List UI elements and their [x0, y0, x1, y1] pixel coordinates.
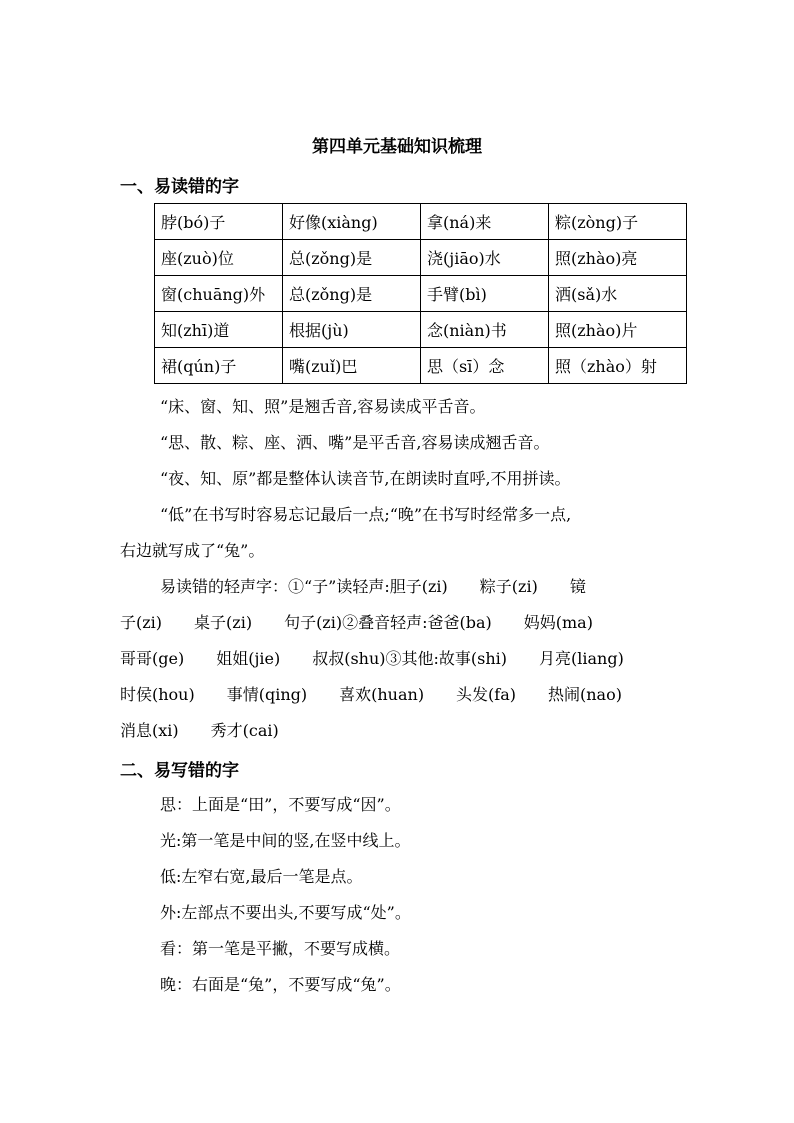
table-cell: 裙(qún)子: [155, 348, 283, 384]
table-cell: 粽(zòng)子: [549, 204, 687, 240]
table-cell: 窗(chuāng)外: [155, 276, 283, 312]
section-heading-miswritten: 二、易写错的字: [120, 761, 239, 781]
table-cell: 好像(xiàng): [283, 204, 421, 240]
table-cell: 洒(sǎ)水: [549, 276, 687, 312]
table-cell: 知(zhī)道: [155, 312, 283, 348]
paragraph-line: 哥哥(ge) 姐姐(jie) 叔叔(shu)③其他:故事(shi) 月亮(liang): [120, 649, 624, 668]
table-cell: 照(zhào)片: [549, 312, 687, 348]
table-cell: 总(zǒng)是: [283, 240, 421, 276]
table-cell: 总(zǒng)是: [283, 276, 421, 312]
misread-characters-table: [154, 203, 687, 384]
table-cell: 浇(jiāo)水: [421, 240, 549, 276]
table-cell: 拿(ná)来: [421, 204, 549, 240]
paragraph-line: 看：第一笔是平撇，不要写成横。: [160, 939, 401, 958]
paragraph-line: “思、散、粽、座、洒、嘴”是平舌音,容易读成翘舌音。: [160, 433, 550, 452]
table-cell: 座(zuò)位: [155, 240, 283, 276]
table-cell: 思（sī）念: [421, 348, 549, 384]
table-row: [155, 240, 687, 276]
section-heading-misread: 一、易读错的字: [120, 177, 239, 197]
paragraph-line: 子(zi) 桌子(zi) 句子(zi)②叠音轻声:爸爸(ba) 妈妈(ma): [120, 613, 593, 632]
page-title: 第四单元基础知识梳理: [312, 137, 482, 157]
table-cell: 照（zhào）射: [549, 348, 687, 384]
table-cell: 念(niàn)书: [421, 312, 549, 348]
table-cell: 嘴(zuǐ)巴: [283, 348, 421, 384]
paragraph-line: “低”在书写时容易忘记最后一点;“晚”在书写时经常多一点,: [160, 505, 572, 524]
paragraph-line: 思：上面是“田”，不要写成“因”。: [160, 795, 401, 814]
paragraph-line: 易读错的轻声字：①“子”读轻声:胆子(zi) 粽子(zi) 镜: [160, 577, 586, 596]
paragraph-line: 时侯(hou) 事情(qing) 喜欢(huan) 头发(fa) 热闹(nao): [120, 685, 622, 704]
table-cell: 照(zhào)亮: [549, 240, 687, 276]
paragraph-line: 光:第一笔是中间的竖,在竖中线上。: [160, 831, 411, 850]
paragraph-line: “夜、知、原”都是整体认读音节,在朗读时直呼,不用拼读。: [160, 469, 571, 488]
table-row: [155, 204, 687, 240]
paragraph-line: 右边就写成了“兔”。: [120, 541, 265, 560]
table-row: [155, 276, 687, 312]
table-cell: 根据(jù): [283, 312, 421, 348]
table-cell: 手臂(bì): [421, 276, 549, 312]
paragraph-line: 低:左窄右宽,最后一笔是点。: [160, 867, 363, 886]
table-cell: 脖(bó)子: [155, 204, 283, 240]
paragraph-line: 外:左部点不要出头,不要写成“处”。: [160, 903, 411, 922]
paragraph-line: “床、窗、知、照”是翘舌音,容易读成平舌音。: [160, 397, 486, 416]
table-row: [155, 312, 687, 348]
paragraph-line: 消息(xi) 秀才(cai): [120, 721, 279, 740]
paragraph-line: 晚：右面是“兔”，不要写成“兔”。: [160, 975, 401, 994]
table-row: [155, 348, 687, 384]
